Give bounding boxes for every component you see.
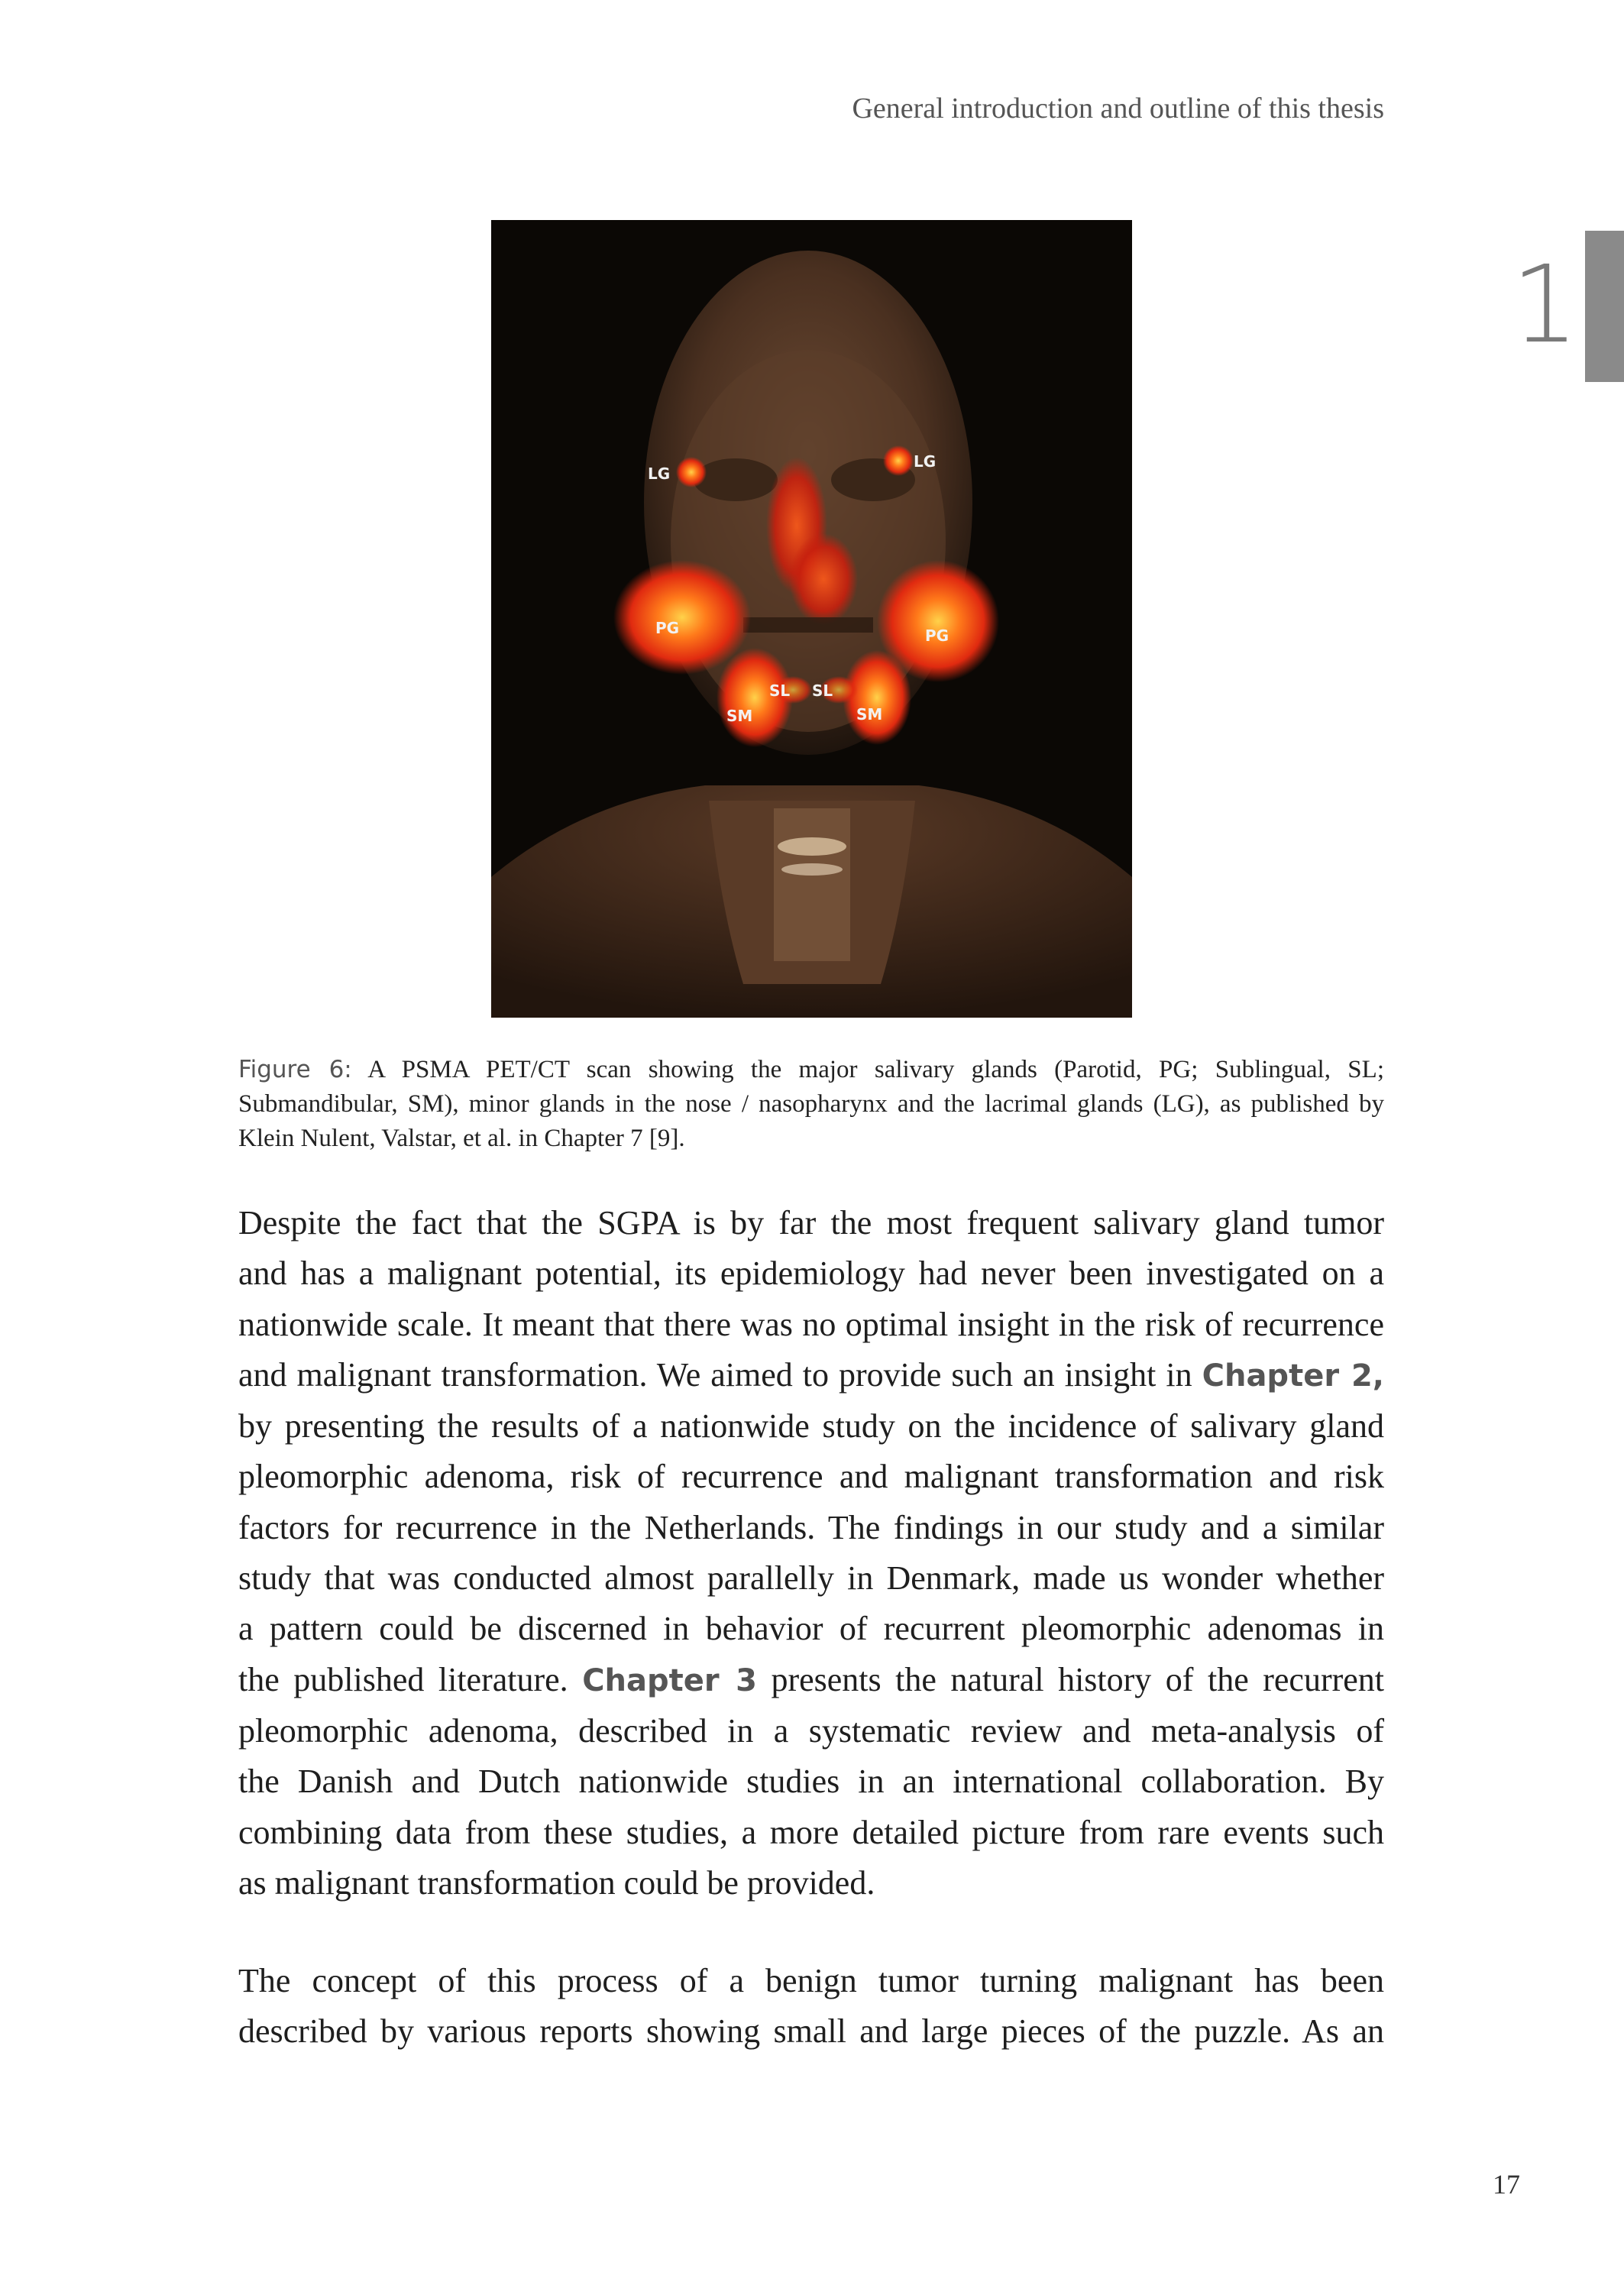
body-paragraph-1 [238, 1198, 1384, 1908]
paragraph-line: nationwide scale. It meant that there was no optimal insight in the risk of recurrence [238, 1305, 1384, 1343]
label-sm-right: SM [856, 705, 883, 724]
paragraph-line-text: and malignant transformation. We aimed to provide such an insight in [238, 1355, 1192, 1394]
label-sl-right: SL [812, 681, 833, 700]
paragraph-line: Despite the fact that the SGPA is by far the most frequent salivary gland tumor [238, 1204, 1384, 1242]
label-sl-left: SL [769, 681, 791, 700]
chapter-tab-marker [1585, 231, 1624, 382]
label-pg-left: PG [655, 619, 680, 637]
eye-left-shape [694, 458, 778, 501]
paragraph-line: as malignant transformation could be provided. [238, 1863, 875, 1902]
pet-ct-scan-figure [491, 220, 1132, 1018]
paragraph-line: the Danish and Dutch nationwide studies in an international collaboration. By [238, 1763, 1384, 1801]
paragraph-line [238, 1655, 1384, 1706]
body-paragraph-2 [238, 1956, 1384, 2057]
paragraph-line: pleomorphic adenoma, risk of recurrence and malignant transformation and risk [238, 1458, 1384, 1496]
figure-caption [238, 1053, 1384, 1156]
label-lg-left: LG [648, 465, 671, 483]
paragraph-line: a pattern could be discerned in behavior of recurrent pleomorphic adenomas in [238, 1610, 1384, 1648]
paragraph-line: by presenting the results of a nationwide study on the incidence of salivary gland [238, 1407, 1384, 1445]
paragraph-line: pleomorphic adenoma, described in a systematic review and meta-analysis of [238, 1711, 1384, 1750]
chapter-3-reference: Chapter 3 [582, 1662, 757, 1698]
figure-caption-label: Figure 6: [238, 1056, 352, 1083]
paragraph-line: combining data from these studies, a more detailed picture from rare events such [238, 1813, 1384, 1851]
paragraph-line: factors for recurrence in the Netherlands. The findings in our study and a similar [238, 1508, 1384, 1546]
running-header: General introduction and outline of this thesis [852, 92, 1384, 125]
paragraph-line: study that was conducted almost parallelly in Denmark, made us wonder whether [238, 1559, 1384, 1598]
page-number: 17 [1493, 2169, 1520, 2200]
paragraph-line: and has a malignant potential, its epidemiology had never been investigated on a [238, 1254, 1384, 1293]
paragraph-line: The concept of this process of a benign tumor turning malignant has been [238, 1962, 1384, 1999]
paragraph-line: described by various reports showing small and large pieces of the puzzle. As an [238, 2012, 1384, 2051]
chapter-2-reference: Chapter 2, [1202, 1358, 1384, 1394]
lacrimal-gland-left [676, 457, 707, 487]
parotid-gland-left [613, 560, 751, 675]
label-pg-right: PG [925, 626, 949, 645]
paragraph-line-text: the published literature. [238, 1660, 568, 1698]
paragraph-line-text: presents the natural history of the recurrent [771, 1660, 1385, 1698]
label-sm-left: SM [726, 707, 753, 725]
chapter-number: 1 [1511, 243, 1580, 367]
paragraph-line [238, 1350, 1384, 1401]
pet-ct-scan-image [491, 220, 1132, 1018]
figure-caption-text: A PSMA PET/CT scan showing the major salivary glands (Parotid, PG; Sublingual, SL; Submandibular, SM), minor glands in the nose / nasopharynx and the lacrimal glands (LG), as published by Klein Nulent, Valstar, et al. in Chapter 7 [9]. [238, 1056, 1384, 1152]
label-lg-right: LG [914, 452, 937, 471]
lacrimal-gland-right [883, 445, 914, 476]
